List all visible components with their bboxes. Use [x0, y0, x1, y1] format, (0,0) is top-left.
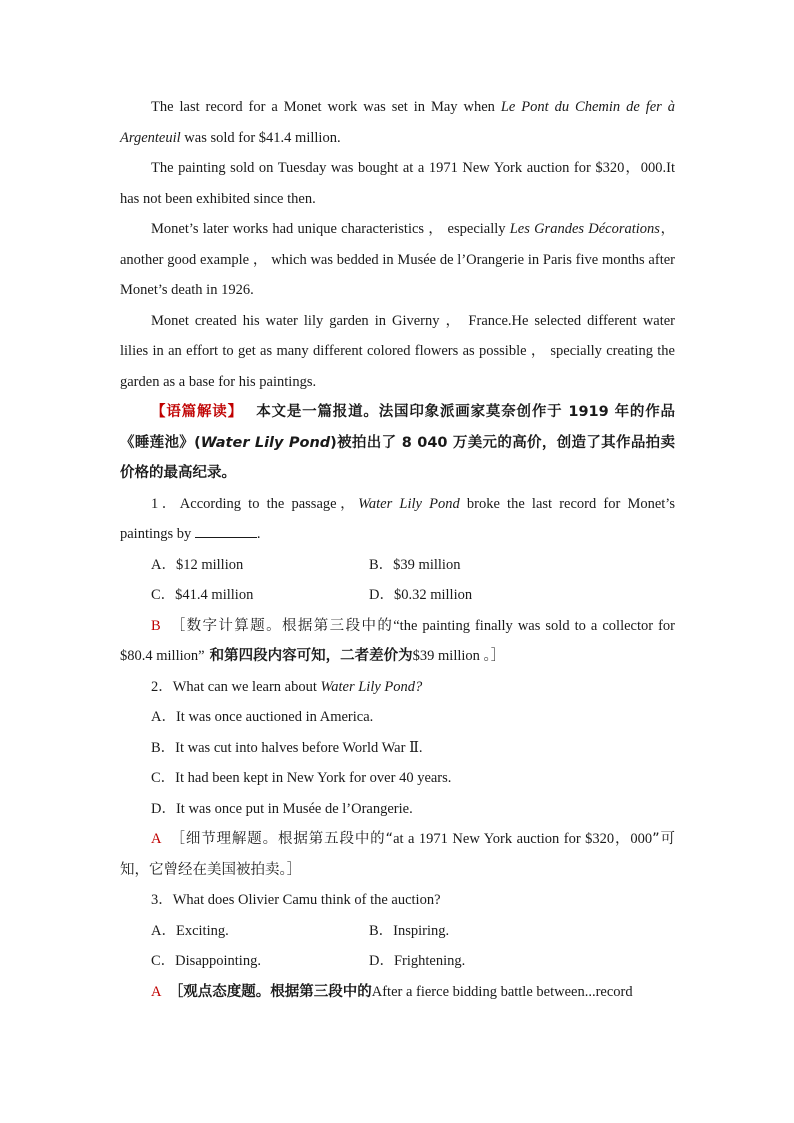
option: C．It had been kept in New York for over 40 years. — [151, 770, 452, 786]
passage-paragraph-1: The last record for a Monet work was set in May when Le Pont du Chemin de fer à Argenteuil was sold for $41.4 million. — [120, 99, 675, 146]
painting-title: Les Grandes Décorations — [509, 221, 660, 237]
option: D．$0.32 million — [369, 587, 473, 603]
option: A．Exciting. — [151, 922, 229, 939]
answer-blank — [195, 523, 257, 538]
option: D．Frightening. — [369, 953, 466, 969]
document-page — [120, 92, 675, 1007]
question-2-stem: 2．What can we learn about Water Lily Pond? — [151, 678, 423, 695]
option: B．$39 million — [369, 556, 461, 573]
option: A．$12 million — [151, 556, 244, 573]
question-1-options-row-1 — [120, 550, 675, 581]
question-1-stem: 1．According to the passage，Water Lily Pond broke the last record for Monet’s paintings by . — [120, 495, 675, 542]
answer-letter: B — [151, 617, 161, 634]
passage-paragraph-2: The painting sold on Tuesday was bought at a 1971 New York auction for $320，000.It has not been exhibited since then. — [120, 160, 675, 207]
question-1-options-row-2 — [120, 580, 675, 611]
passage-paragraph-4: Monet created his water lily garden in Giverny ， France.He selected different water lilies in an effort to get as many different colored flowers as possible ， specially creating the garden as a base for his paintings. — [120, 312, 675, 390]
option: D．It was once put in Musée de l’Orangerie. — [151, 800, 413, 817]
question-3-options-row-1 — [120, 916, 675, 947]
option: C．Disappointing. — [151, 953, 261, 969]
answer-letter: A — [151, 831, 162, 847]
analysis-paragraph: 【语篇解读】 本文是一篇报道。法国印象派画家莫奈创作于 1919 年的作品《睡莲池》(Water Lily Pond)被拍出了 8 040 万美元的高价，创造了其作品拍卖价格的最高纪录。 — [120, 404, 676, 481]
option: C．$41.4 million — [151, 587, 254, 603]
question-3-options-row-2 — [120, 946, 675, 977]
painting-title: Le Pont du Chemin de fer à Argenteuil — [120, 99, 675, 146]
question-1-explanation: B ［数字计算题。根据第三段中的“the painting finally was sold to a collector for $80.4 million” 和第四段内容可知，二者差价为$39 million 。］ — [120, 617, 675, 664]
passage-paragraph-3: Monet’s later works had unique characteristics ， especially Les Grandes Décorations， another good example ， which was bedded in Musée de l’Orangerie in Paris five months after Monet’s death in 1926. — [120, 221, 675, 298]
option: A．It was once auctioned in America. — [151, 709, 374, 725]
question-3-explanation: A ［观点态度题。根据第三段中的After a fierce bidding battle between...record — [151, 983, 633, 1000]
question-2-explanation: A ［细节理解题。根据第五段中的“at a 1971 New York auction for $320，000”可知，它曾经在美国被拍卖。］ — [120, 831, 675, 878]
option: B．Inspiring. — [369, 922, 450, 939]
analysis-tag: 【语篇解读】 — [151, 404, 243, 420]
answer-letter: A — [151, 983, 162, 1000]
question-3-stem: 3．What does Olivier Camu think of the auction? — [151, 892, 441, 908]
option: B．It was cut into halves before World War Ⅱ. — [151, 739, 423, 756]
